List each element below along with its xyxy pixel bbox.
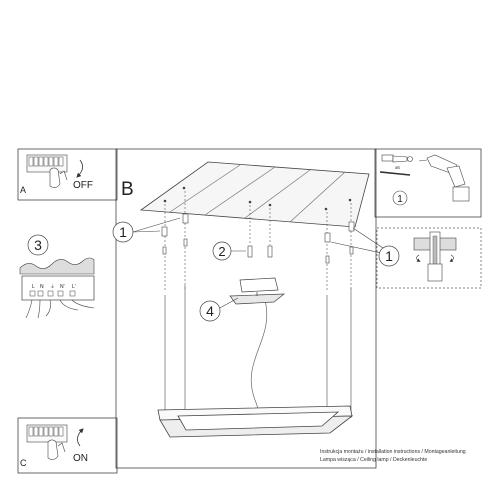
callout-3: 3: [34, 237, 42, 253]
suspension-cables: [165, 285, 351, 425]
fuse-box-icon: [27, 425, 67, 442]
terminal-l-prime: L': [72, 284, 76, 290]
terminal-n: N: [40, 284, 44, 290]
canopy: [230, 278, 284, 304]
switch-on-label: ON: [73, 453, 88, 464]
panel-a: [18, 149, 117, 200]
drill-icon: [419, 155, 469, 201]
panel-b-letter: B: [121, 179, 134, 200]
switch-off-label: OFF: [73, 180, 93, 191]
callout-4: 4: [206, 303, 214, 319]
screw-count: x6: [395, 165, 400, 170]
fuse-box-icon: [27, 155, 67, 172]
caption: [320, 448, 500, 465]
callout-2: 2: [218, 244, 226, 259]
callout-1-tools: 1: [397, 194, 403, 205]
screwdriver-icon: [380, 172, 410, 175]
ceiling-plate: [141, 162, 369, 227]
terminal-block: [20, 258, 94, 318]
lamp-body: [158, 406, 352, 437]
tools-panel: [375, 149, 481, 217]
switch-on-arrow: [77, 430, 82, 446]
terminal-n-prime: N': [60, 284, 65, 290]
callout-1-left: 1: [119, 224, 127, 240]
callout-1-right: 1: [385, 248, 393, 264]
switch-off-arrow: [78, 160, 83, 176]
hand-switch-icon: [48, 440, 65, 460]
terminal-l: L: [32, 284, 35, 290]
panel-c: [18, 418, 117, 473]
terminal-earth: ⏚: [50, 284, 56, 290]
panel-c-letter: C: [20, 458, 27, 468]
caption-line-2: Lampa wisząca / Ceiling lamp / Deckenleuchte: [320, 457, 428, 464]
panel-a-letter: A: [20, 185, 27, 195]
caption-line-1: Instrukcja montażu / installation instructions / Montageanleitung: [320, 449, 466, 455]
screw-anchor-icon: [382, 155, 413, 162]
